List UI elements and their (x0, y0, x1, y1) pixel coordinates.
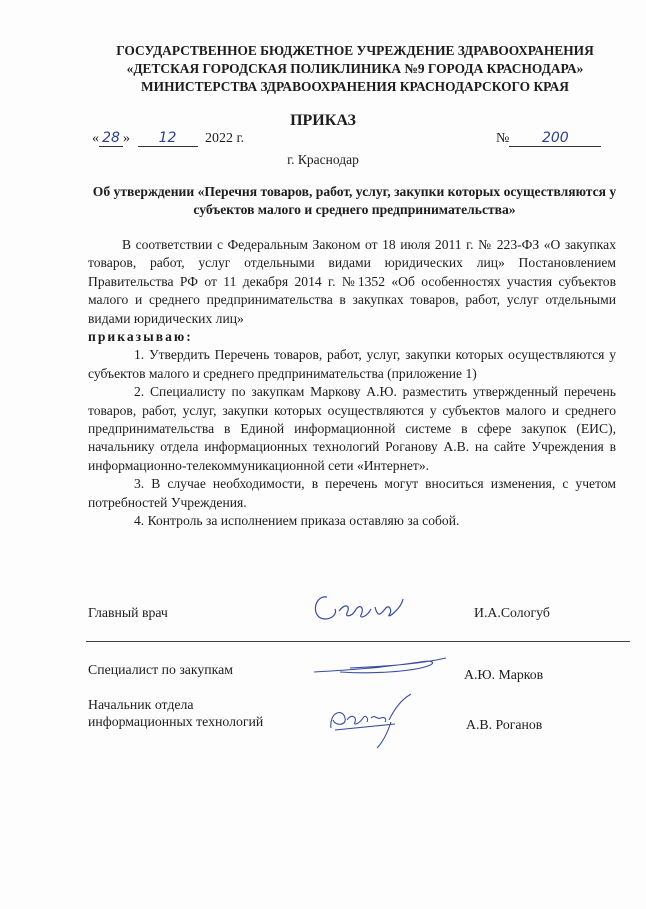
order-body (88, 236, 616, 531)
it-head-signature-image (325, 690, 415, 750)
order-city: г. Краснодар (287, 152, 359, 167)
order-subject: Об утверждении «Перечня товаров, работ, услуг, закупки которых осуществляются у субъектов малого и среднего предпринимательства» (92, 184, 617, 217)
order-day: 28 (99, 130, 123, 147)
procurement-specialist-label: Специалист по закупкам (88, 662, 234, 677)
order-year: 2022 г. (205, 131, 245, 146)
it-head-label-line-2: информационных технологий (88, 714, 264, 729)
order-month: 12 (138, 130, 198, 147)
header-line-3: МИНИСТЕРСТВА ЗДРАВООХРАНЕНИЯ КРАСНОДАРСКОГО КРАЯ (141, 79, 569, 94)
order-title: ПРИКАЗ (290, 112, 356, 129)
date-open-quote: « (92, 131, 99, 146)
it-head-label-line-1: Начальник отдела (88, 697, 194, 712)
header-line-1: ГОСУДАРСТВЕННОЕ БЮДЖЕТНОЕ УЧРЕЖДЕНИЕ ЗДРАВООХРАНЕНИЯ (116, 43, 594, 58)
order-item-1: 1. Утвердить Перечень товаров, работ, услуг, закупки которых осуществляются у субъектов малого и среднего предпринимательства (приложение 1) (88, 347, 616, 381)
order-item-3: 3. В случае необходимости, в перечень могут вноситься изменения, с учетом потребностей Учреждения. (88, 476, 616, 510)
order-number (496, 130, 601, 147)
chief-signature-image (305, 585, 410, 630)
chief-doctor-name: И.А.Сологуб (474, 605, 550, 620)
preamble-paragraph: В соответствии с Федеральным Законом от 18 июля 2011 г. № 223-ФЗ «О закупках товаров, работ, услуг отдельными видами юридических лиц» Постановлением Правительства РФ от 11 декабря 2014 г. №1352 «Об особенностях участия субъектов малого и среднего предпринимательства в закупках товаров, работ, услуг отдельными видами юридических лиц» (88, 237, 616, 326)
organization-header (60, 42, 646, 96)
signature-divider (86, 641, 630, 642)
order-item-2: 2. Специалисту по закупкам Маркову А.Ю. разместить утвержденный перечень товаров, работ, услуг, закупки которых осуществляются у субъектов малого и среднего предпринимательства в Единой информационной системе в сфере закупок (ЕИС), начальнику отдела информационных технологий Роганову А.В. на сайте Учреждения в информационно-телекоммуникационной сети «Интернет». (88, 384, 616, 473)
chief-doctor-label: Главный врач (88, 605, 168, 620)
order-item-4: 4. Контроль за исполнением приказа оставляю за собой. (134, 513, 460, 529)
number-label: № (496, 131, 510, 146)
header-line-2: «ДЕТСКАЯ ГОРОДСКАЯ ПОЛИКЛИНИКА №9 ГОРОДА КРАСНОДАРА» (126, 61, 584, 76)
date-close-quote: » (123, 131, 130, 146)
procurement-signature-image (310, 650, 450, 680)
order-number-value: 200 (509, 130, 601, 147)
procurement-specialist-name: А.Ю. Марков (464, 667, 544, 682)
order-word: приказываю: (88, 329, 193, 345)
it-head-name: А.В. Роганов (466, 717, 543, 732)
order-date (92, 130, 244, 147)
